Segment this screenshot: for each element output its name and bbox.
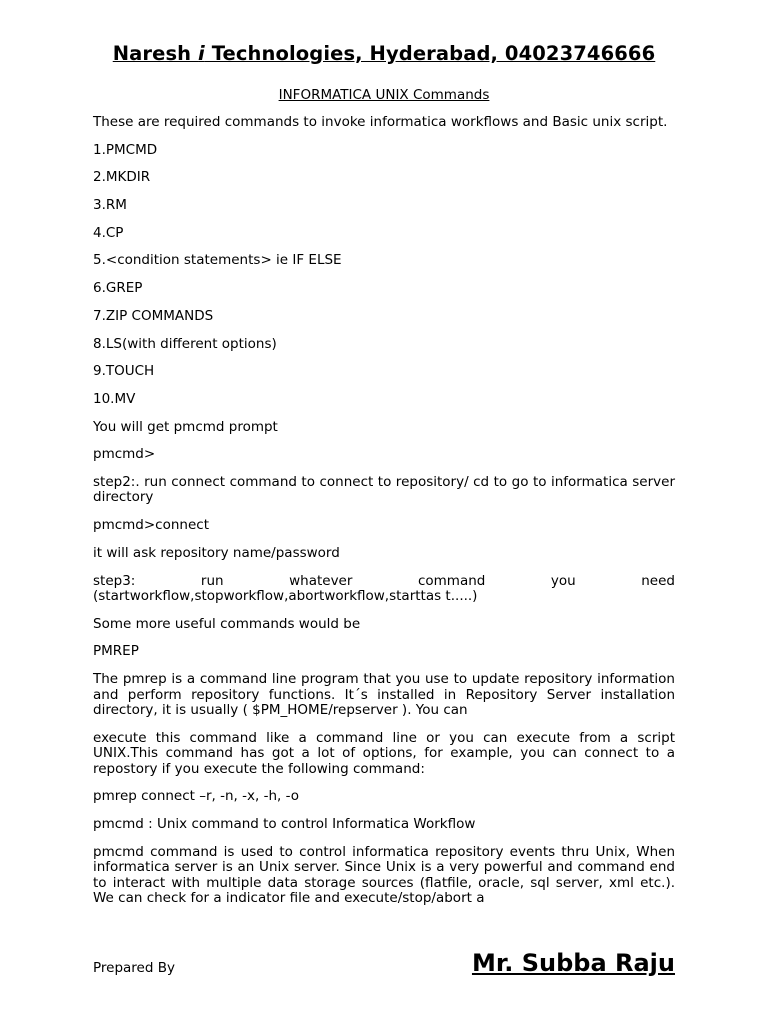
connect-line: pmcmd>connect: [93, 517, 209, 534]
pmrep-connect-line: pmrep connect –r, -n, -x, -h, -o: [93, 788, 299, 805]
pmrep-description: The pmrep is a command line program that you use to update repository information and perform repository functions. It´s installed in Repository Server installation directory, it is usually ( $PM_HOME/repserver ). You can: [93, 671, 675, 719]
command-item: 6.GREP: [93, 280, 143, 297]
ask-line: it will ask repository name/password: [93, 544, 340, 561]
step2-paragraph: step2:. run connect command to connect to repository/ cd to go to informatica server directory: [93, 473, 675, 506]
author-name: Mr. Subba Raju: [471, 949, 675, 977]
company-name-start: Naresh: [112, 42, 199, 65]
intro-paragraph: These are required commands to invoke informatica workflows and Basic unix script.: [93, 114, 668, 130]
pmcmd-heading: pmcmd : Unix command to control Informatica Workflow: [93, 816, 476, 833]
document-title: INFORMATICA UNIX Commands: [278, 87, 490, 103]
command-item: 9.TOUCH: [93, 363, 155, 380]
command-item: 10.MV: [93, 390, 136, 407]
company-name-i: i: [198, 42, 205, 65]
company-name-end: Technologies, Hyderabad, 04023746666: [204, 42, 656, 65]
command-item: 8.LS(with different options): [93, 335, 277, 352]
command-item: 3.RM: [93, 197, 127, 214]
pmcmd-prompt: pmcmd>: [93, 446, 156, 463]
prepared-by-label: Prepared By: [93, 960, 175, 976]
document-body: [93, 115, 675, 919]
execute-paragraph: execute this command like a command line or you can execute from a script UNIX.This command has got a lot of options, for example, you can connect to a repostory if you execute the following command:: [93, 729, 675, 777]
more-commands-line: Some more useful commands would be: [93, 615, 361, 632]
command-item: 2.MKDIR: [93, 169, 151, 186]
command-item: 1.PMCMD: [93, 141, 158, 158]
prompt-note: You will get pmcmd prompt: [93, 418, 278, 435]
company-header: [93, 42, 675, 65]
command-item: 7.ZIP COMMANDS: [93, 307, 214, 324]
step3-paragraph: step3: run whatever command you need (startworkflow,stopworkflow,abortworkflow,starttas t.....): [93, 572, 675, 604]
pmrep-heading: PMREP: [93, 643, 139, 660]
command-item: 5.<condition statements> ie IF ELSE: [93, 252, 342, 269]
command-item: 4.CP: [93, 224, 124, 241]
pmcmd-description: pmcmd command is used to control informatica repository events thru Unix, When informatica server is an Unix server. Since Unix is a very powerful and command end to interact with multiple data storage sources (flatfile, oracle, sql server, xml etc.). We can check for a indicator file and execute/stop/abort a: [93, 843, 675, 907]
